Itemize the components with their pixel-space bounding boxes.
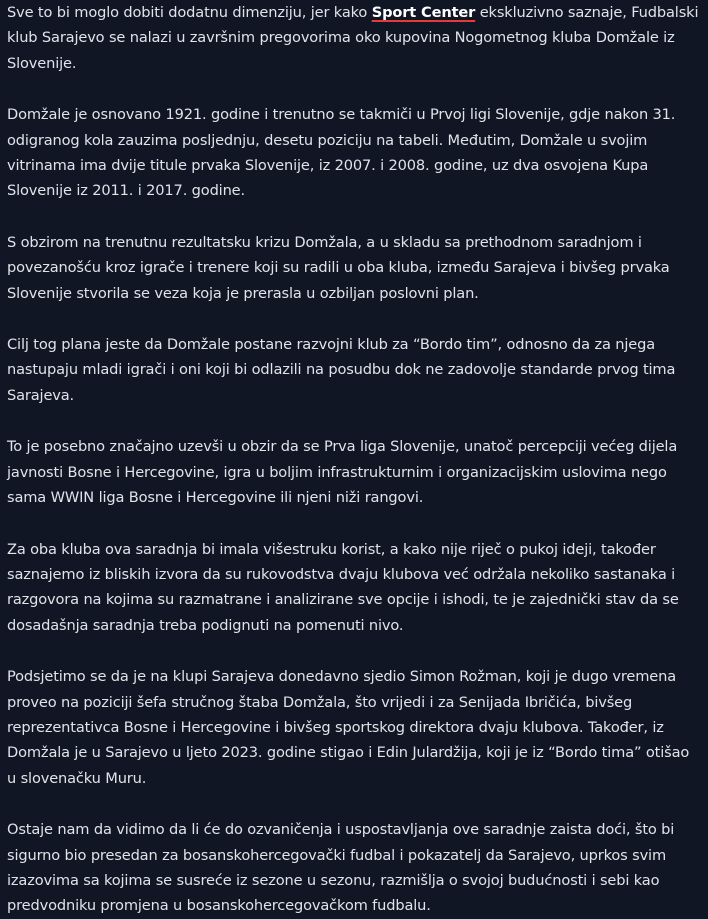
article-paragraph-7: Podsjetimo se da je na klupi Sarajeva donedavno sjedio Simon Rožman, koji je dugo vremena proveo na poziciji šefa stručnog štaba Domžala, što vrijedi i za Senijada Ibričića, bivšeg reprezentativca Bosne i Hercegovine i bivšeg sportskog direktora dvaju klubova. Također, iz Domžala je u Sarajevo u ljeto 2023. godine stigao i Edin Julardžija, koji je iz “Bordo tima” otišao u slovenačku Muru.: [7, 668, 690, 787]
article-paragraph-6: Za oba kluba ova saradnja bi imala višestruku korist, a kako nije riječ o pukoj ideji, također saznajemo iz bliskih izvora da su rukovodstva dvaju klubova već održala nekoliko sastanaka i razgovora na kojima su razmatrane i analizirane sve opcije i ishodi, te je zajednički stav da se dosadašnja saradnja treba podignuti na pomenuti nivo.: [7, 540, 679, 634]
article-paragraph-1: [7, 0, 701, 76]
article-paragraph-2: Domžale je osnovano 1921. godine i trenutno se takmiči u Prvoj ligi Slovenije, gdje nakon 31. odigranog kola zauzima posljednju, desetu poziciju na tabeli. Međutim, Domžale u svojim vitrinama ima dvije titule prvaka Slovenije, iz 2007. i 2008. godine, uz dva osvojena Kupa Slovenije iz 2011. i 2017. godine.: [7, 106, 676, 200]
article-paragraph-3: S obzirom na trenutnu rezultatsku krizu Domžala, a u skladu sa prethodnom saradnjom i povezanošću kroz igrače i trenere koji su radili u oba kluba, između Sarajeva i bivšeg prvaka Slovenije stvorila se veza koja je prerasla u ozbiljan poslovni plan.: [7, 233, 670, 302]
article-paragraph-5: To je posebno značajno uzevši u obzir da se Prva liga Slovenije, unatoč percepciji većeg dijela javnosti Bosne i Hercegovine, igra u boljim infrastrukturnim i organizacijskim uslovima nego sama WWIN liga Bosne i Hercegovine ili njeni niži rangovi.: [7, 438, 678, 507]
paragraph-text-before-link: Sve to bi moglo dobiti dodatnu dimenziju, jer kako: [7, 4, 372, 21]
paragraph-text-after-link: ekskluzivno saznaje, Fudbalski klub Sarajevo se nalazi u završnim pregovorima oko kupovina Nogometnog kluba Domžale iz Slovenije.: [7, 4, 699, 72]
article-paragraph-4: Cilj tog plana jeste da Domžale postane razvojni klub za “Bordo tim”, odnosno da za njega nastupaju mladi igrači i oni koji bi odlazili na posudbu dok ne zadovolje standarde prvog tima Sarajeva.: [7, 336, 676, 404]
sport-center-link[interactable]: Sport Center: [371, 4, 476, 21]
article-paragraph-8: Ostaje nam da vidimo da li će do ozvaničenja i uspostavljanja ove saradnje zaista doći, što bi sigurno bio presedan za bosanskohercegovački fudbal i pokazatelj da Sarajevo, uprkos svim izazovima sa kojima se susreće iz sezone u sezonu, razmišlja o svojoj budućnosti i sebi kao predvodniku promjena u bosanskohercegovačkom fudbalu.: [7, 821, 675, 915]
